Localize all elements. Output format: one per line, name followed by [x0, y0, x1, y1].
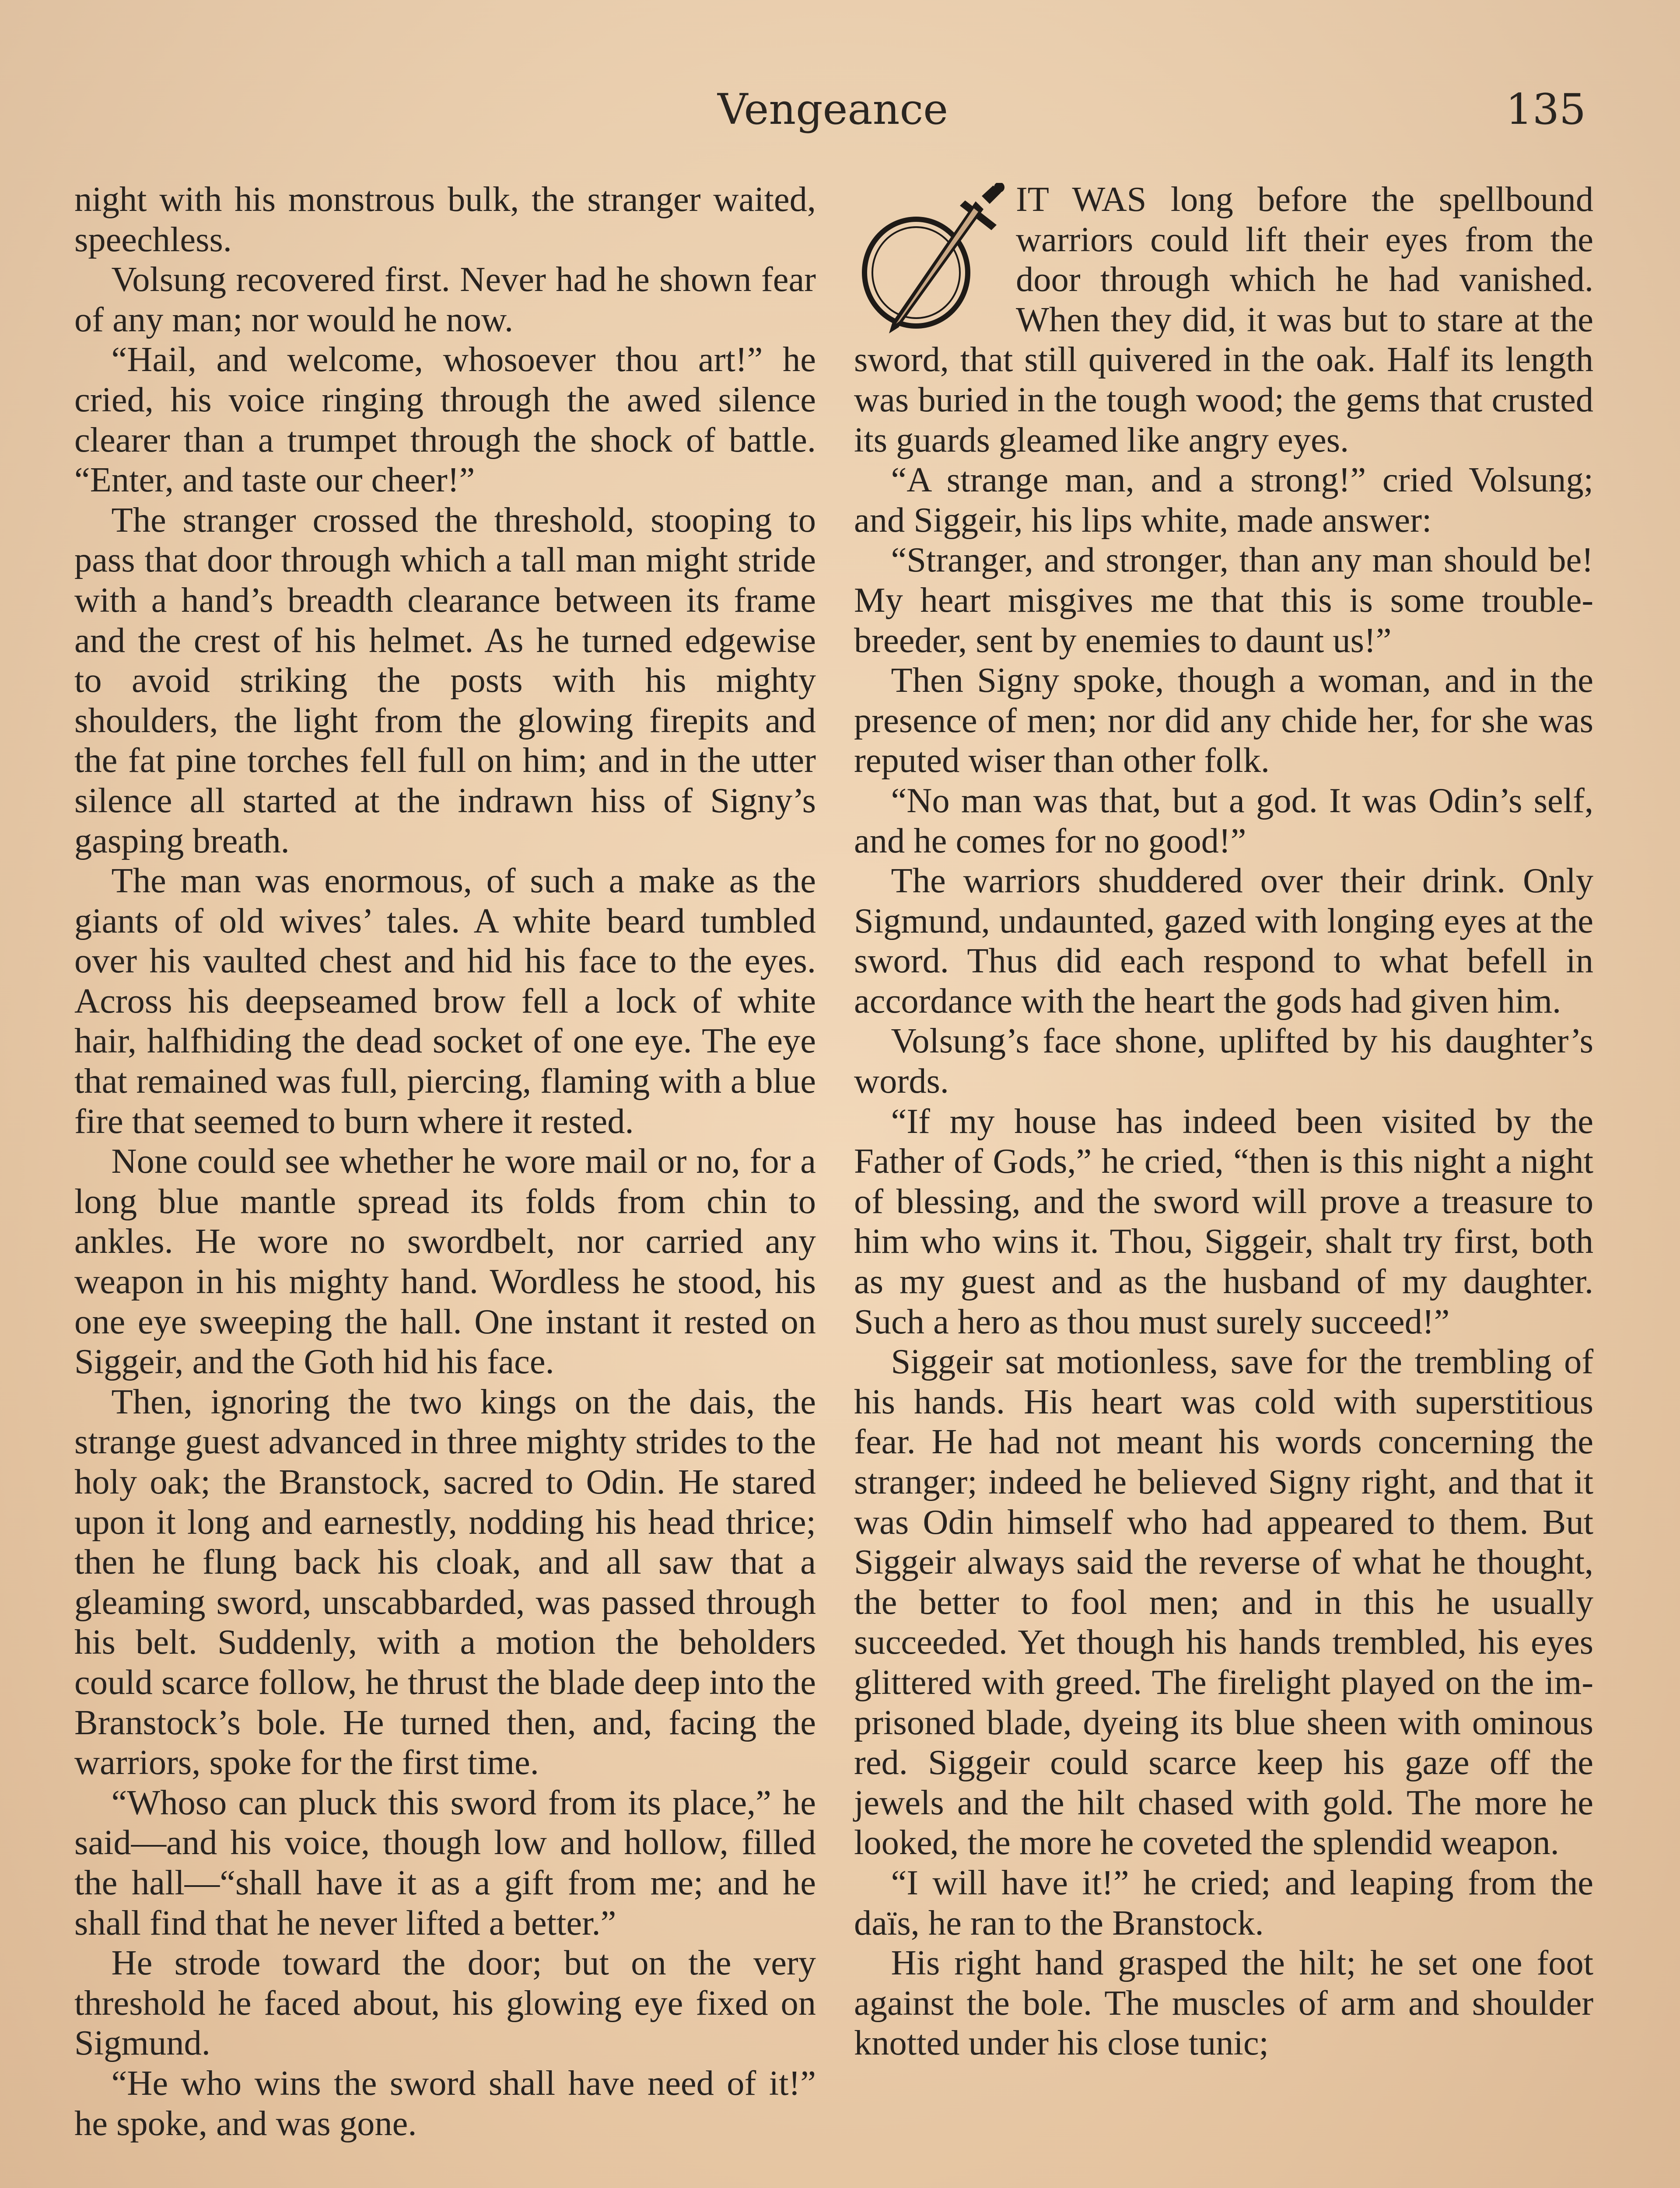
paragraph: “He who wins the sword shall have need of it!” he spoke, and was gone.	[74, 2063, 816, 2143]
sword-in-shield-icon	[850, 183, 1008, 336]
running-head	[0, 81, 1680, 142]
paragraph: night with his monstrous bulk, the stranger waited, speechless.	[74, 180, 816, 259]
paragraph: “A strange man, and a strong!” cried Volsung; and Siggeir, his lips white, made answer:	[854, 460, 1593, 540]
left-column	[74, 179, 816, 2188]
paragraph-text: long before the spellbound warriors could lift their eyes from the door through which he had vanished. When they did, it was but to stare at the sword, that still quivered in the oak. Half its length was buried in the tough wood; the gems that crusted its guards gleamed like angry eyes.	[854, 180, 1593, 459]
paragraph: His right hand grasped the hilt; he set one foot against the bole. The muscles of arm and shoulder knotted under his close tunic;	[854, 1943, 1593, 2063]
paragraph: The stranger crossed the threshold, stooping to pass that door through which a tall man might stride with a hand’s breadth clearance between its frame and the crest of his helmet. As he turned edgewise to avoid striking the posts with his mighty shoulders, the light from the glowing firepits and the fat pine torches fell full on him; and in the utter silence all started at the indrawn hiss of Signy’s gasping breath.	[74, 500, 816, 860]
paragraph: “Hail, and welcome, whosoever thou art!” he cried, his voice ringing through the awed silence clearer than a trumpet through the shock of battle. “Enter, and taste our cheer!”	[74, 340, 816, 500]
page-number: 135	[1505, 85, 1586, 134]
paragraph: Volsung recovered first. Never had he shown fear of any man; nor would he now.	[74, 260, 816, 339]
opening-paragraph	[854, 179, 1593, 460]
right-column	[854, 179, 1593, 2188]
paragraph: “Whoso can pluck this sword from its place,” he said—and his voice, though low and hollow, filled the hall—“shall have it as a gift from me; and he shall find that he never lifted a better.”	[74, 1783, 816, 1943]
paragraph: Then, ignoring the two kings on the dais, the strange guest advanced in three mighty strides to the holy oak; the Branstock, sacred to Odin. He stared upon it long and earnestly, nodding his head thrice; then he flung back his cloak, and all saw that a gleaming sword, unscabbarded, was passed through his belt. Suddenly, with a motion the beholders could scarce follow, he thrust the blade deep into the Branstock’s bole. He turned then, and, facing the warriors, spoke for the first time.	[74, 1382, 816, 1782]
paragraph: “I will have it!” he cried; and leaping from the daïs, he ran to the Branstock.	[854, 1863, 1593, 1943]
paragraph: He strode toward the door; but on the very threshold he faced about, his glowing eye fixed on Sigmund.	[74, 1943, 816, 2063]
paragraph: The man was enormous, of such a make as the giants of old wives’ tales. A white beard tumbled over his vaulted chest and hid his face to the eyes. Across his deepseamed brow fell a lock of white hair, halfhiding the dead socket of one eye. The eye that remained was full, piercing, flaming with a blue fire that seemed to burn where it rested.	[74, 861, 816, 1141]
paragraph: Then Signy spoke, though a woman, and in the presence of men; nor did any chide her, for she was reputed wiser than other folk.	[854, 661, 1593, 780]
paragraph: Siggeir sat motionless, save for the trembling of his hands. His heart was cold with superstitious fear. He had not meant his words concerning the stranger; indeed he believed Signy right, and that it was Odin himself who had appeared to them. But Siggeir always said the reverse of what he thought, the better to fool men; and in this he usually succeeded. Yet though his hands trembled, his eyes glittered with greed. The firelight played on the imprisoned blade, dyeing its blue sheen with ominous red. Siggeir could scarce keep his gaze off the jewels and the hilt chased with gold. The more he looked, the more he coveted the splendid weapon.	[854, 1342, 1593, 1862]
paragraph: “If my house has indeed been visited by the Father of Gods,” he cried, “then is this night a night of blessing, and the sword will prove a treasure to him who wins it. Thou, Siggeir, shalt try first, both as my guest and as the husband of my daughter. Such a hero as thou must surely succeed!”	[854, 1101, 1593, 1341]
paragraph: “Stranger, and stronger, than any man should be! My heart misgives me that this is some trouble-breeder, sent by enemies to daunt us!”	[854, 540, 1593, 660]
running-title: Vengeance	[718, 85, 948, 134]
paragraph: None could see whether he wore mail or no, for a long blue mantle spread its folds from chin to ankles. He wore no swordbelt, nor carried any weapon in his mighty hand. Wordless he stood, his one eye sweeping the hall. One instant it rested on Siggeir, and the Goth hid his face.	[74, 1142, 816, 1382]
paragraph: The warriors shuddered over their drink. Only Sigmund, undaunted, gazed with longing eyes at the sword. Thus did each respond to what befell in accordance with the heart the gods had given him.	[854, 861, 1593, 1020]
paragraph: Volsung’s face shone, uplifted by his daughter’s words.	[854, 1021, 1593, 1101]
paragraph: “No man was that, but a god. It was Odin’s self, and he comes for no good!”	[854, 781, 1593, 860]
lead-words: IT WAS	[1016, 180, 1147, 219]
